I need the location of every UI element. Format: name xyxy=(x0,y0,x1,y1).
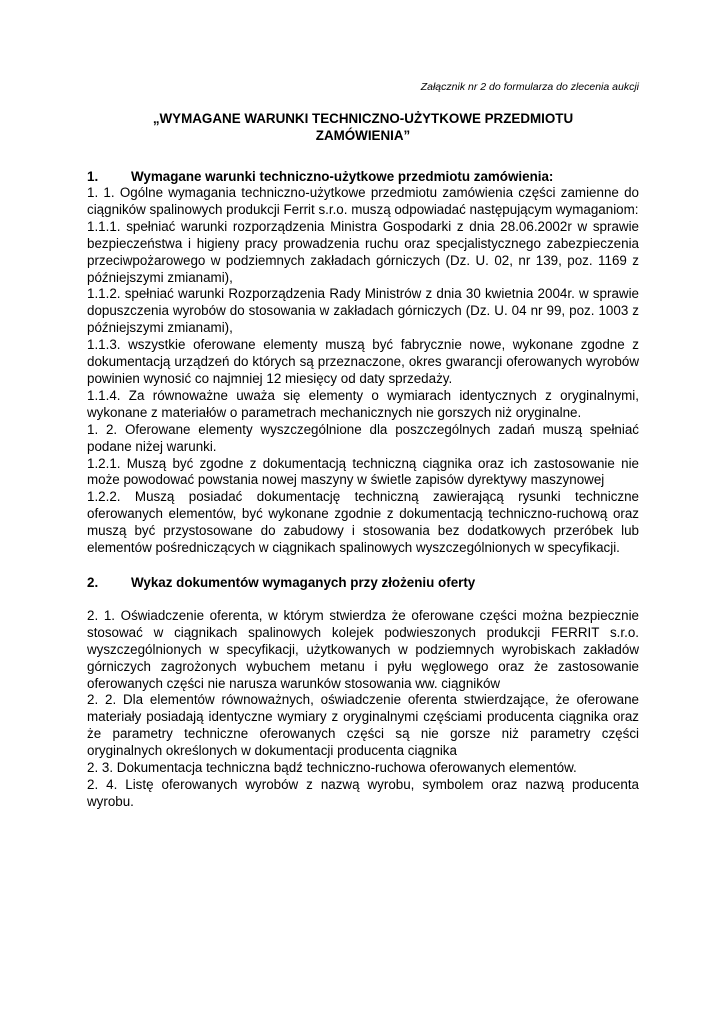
paragraph-2-1: 2. 1. Oświadczenie oferenta, w którym stwierdza że oferowane części można bezpiecznie stosować w ciągnikach spalinowych kolejek podwieszonych produkcji FERRIT s.r.o. wyszczególnionych w specyfikacji, użytkowanych w podziemnych wyrobiskach zakładów górniczych zagrożonych wybuchem metanu i pyłu węglowego oraz że zastosowanie oferowanych części nie narusza warunków stosowania ww. ciągników xyxy=(87,607,639,691)
paragraph-1-1: 1. 1. Ogólne wymagania techniczno-użytkowe przedmiotu zamówienia części zamienne do ciągników spalinowych produkcji Ferrit s.r.o. muszą odpowiadać następującym wymaganiom: xyxy=(87,185,639,217)
section-2-number: 2. xyxy=(87,574,99,590)
section-1-number: 1. xyxy=(87,169,99,184)
paragraph-1-2-2: 1.2.2. Muszą posiadać dokumentację techniczną zawierającą rysunki techniczne oferowanych elementów, być wykonane zgodnie z dokumentacją techniczno-ruchową oraz muszą być przystosowane do zabudowy i stosowania bez dodatkowych przeróbek lub elementów pośredniczących w ciągnikach spalinowych wyszczególnionych w specyfikacji. xyxy=(87,489,639,556)
section-2-heading-text: Wykaz dokumentów wymaganych przy złożeniu oferty xyxy=(131,574,476,590)
section-1-heading-text: Wymagane warunki techniczno-użytkowe przedmiotu zamówienia: xyxy=(131,169,554,184)
section-spacer xyxy=(87,557,639,574)
paragraph-1-1-2: 1.1.2. spełniać warunki Rozporządzenia Rady Ministrów z dnia 30 kwietnia 2004r. w sprawie dopuszczenia wyrobów do stosowania w zakładach górniczych (Dz. U. 04 nr 99, poz. 1003 z późniejszymi zmianami), xyxy=(87,286,639,336)
document-title-line-1: „WYMAGANE WARUNKI TECHNICZNO-UŻYTKOWE PRZEDMIOTU xyxy=(152,111,574,126)
document-title xyxy=(87,110,639,144)
paragraph-1-1-3: 1.1.3. wszystkie oferowane elementy muszą być fabrycznie nowe, wykonane zgodne z dokumentacją urządzeń do których są przeznaczone, okres gwarancji oferowanych wyrobów powinien wynosić co najmniej 12 miesięcy od daty sprzedaży. xyxy=(87,337,639,386)
section-1-heading xyxy=(87,168,639,185)
paragraph-1-2: 1. 2. Oferowane elementy wyszczególnione dla poszczególnych zadań muszą spełniać podane niżej warunki. xyxy=(87,421,639,454)
paragraph-1-1-4: 1.1.4. Za równoważne uważa się elementy o wymiarach identycznych z oryginalnymi, wykonane z materiałów o parametrach mechanicznych nie gorszych niż oryginalne. xyxy=(87,387,639,420)
paragraph-1-1-1: 1.1.1. spełniać warunki rozporządzenia Ministra Gospodarki z dnia 28.06.2002r w sprawie bezpieczeństwa i higieny pracy prowadzenia ruchu oraz specjalistycznego zabezpieczenia przeciwpożarowego w podziemnych zakładach górniczych (Dz. U. 02, nr 139, poz. 1169 z późniejszymi zmianami), xyxy=(87,218,639,285)
section-2-heading xyxy=(87,574,639,591)
paragraph-2-2: 2. 2. Dla elementów równoważnych, oświadczenie oferenta stwierdzające, że oferowane materiały posiadają identyczne wymiary z oryginalnymi częściami producenta ciągnika oraz że parametry techniczne oferowanych części są nie gorsze niż parametry części oryginalnych określonych w dokumentacji producenta ciągnika xyxy=(87,692,639,759)
heading-spacer xyxy=(87,591,639,608)
document-title-line-2: ZAMÓWIENIA” xyxy=(315,128,411,143)
attachment-note: Załącznik nr 2 do formularza do zlecenia aukcji xyxy=(420,81,639,93)
document-page xyxy=(87,80,639,811)
paragraph-1-2-1: 1.2.1. Muszą być zgodne z dokumentacją techniczną ciągnika oraz ich zastosowanie nie może powodować powstania nowej maszyny w świetle zapisów dyrektywy maszynowej xyxy=(87,455,639,488)
paragraph-2-3: 2. 3. Dokumentacja techniczna bądź techniczno-ruchowa oferowanych elementów. xyxy=(87,760,577,776)
paragraph-2-4: 2. 4. Listę oferowanych wyrobów z nazwą wyrobu, symbolem oraz nazwą producenta wyrobu. xyxy=(87,777,639,809)
